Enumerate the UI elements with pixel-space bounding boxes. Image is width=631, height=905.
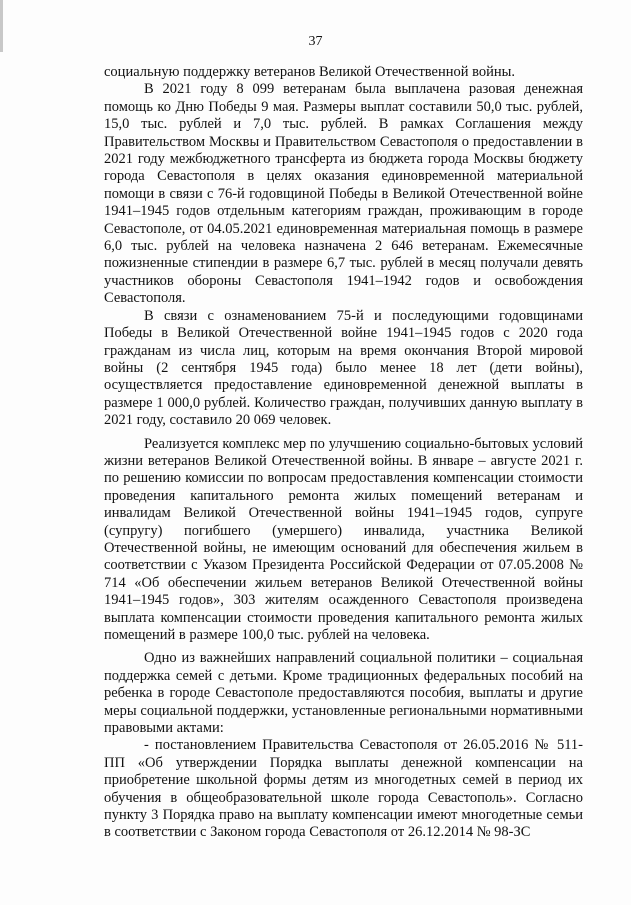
paragraph-housing-repair: Реализуется комплекс мер по улучшению социально-бытовых условий жизни ветеранов Великой Отечественной войны. В январе – августе 2021 г. по решению комиссии по вопросам предоставления компенсации стоимости проведения капитального ремонта жилых помещений ветеранам и инвалидам Великой Отечественной войны 1941–1945 годов, супруге (супругу) погибшего (умершего) инвалида, участника Великой Отечественной войны, не имеющим оснований для обеспечения жильем в соответствии с Указом Президента Российской Федерации от 07.05.2008 № 714 «Об обеспечении жильем ветеранов Великой Отечественной войны 1941–1945 годов», 303 жителям осажденного Севастополя произведена выплата компенсации стоимости проведения капитального ремонта жилых помещений в размере 100,0 тыс. рублей на человека.: [104, 435, 583, 643]
body-text: [104, 64, 583, 842]
paragraph-continuation: социальную поддержку ветеранов Великой Отечественной войны.: [104, 64, 516, 80]
paragraph-family-support: Одно из важнейших направлений социальной политики – социальная поддержка семей с детьми. Кроме традиционных федеральных пособий на ребенка в городе Севастополе предоставляются пособия, выплаты и другие меры социальной поддержки, установленные региональными нормативными правовыми актами:: [104, 650, 583, 737]
paragraph-victory-day-payments: В 2021 году 8 099 ветеранам была выплачена разовая денежная помощь ко Дню Победы 9 мая. Размеры выплат составили 50,0 тыс. рублей, 15,0 тыс. рублей и 7,0 тыс. рублей. В рамках Соглашения между Правительством Москвы и Правительством Севастополя о предоставлении в 2021 году межбюджетного трансферта из бюджета города Москвы бюджету города Севастополя в целях оказания единовременной материальной помощи в связи с 76-й годовщиной Победы в Великой Отечественной войне 1941–1945 годов отдельным категориям граждан, проживающим в городе Севастополе, от 04.05.2021 единовременная материальная помощь в размере 6,0 тыс. рублей на человека назначена 2 646 ветеранам. Ежемесячные пожизненные стипендии в размере 6,7 тыс. рублей в месяц получали девять участников обороны Севастополя 1941–1942 годов и освобождения Севастополя.: [104, 81, 583, 307]
paragraph-children-of-war: В связи с ознаменованием 75-й и последующими годовщинами Победы в Великой Отечественной войне 1941–1945 годов с 2020 года гражданам из числа лиц, которым на время окончания Второй мировой войны (2 сентября 1945 года) было менее 18 лет (дети войны), осуществляется предоставление единовременной денежной выплаты в размере 1 000,0 рублей. Количество граждан, получивших данную выплату в 2021 году, составило 20 069 человек.: [104, 307, 583, 429]
paragraph-school-uniform-decree: - постановлением Правительства Севастополя от 26.05.2016 № 511-ПП «Об утверждении Порядка выплаты денежной компенсации на приобретение школьной формы детям из многодетных семей в период их обучения в общеобразовательной школе города Севастополь». Согласно пункту 3 Порядка право на выплату компенсации имеют многодетные семьи в соответствии с Законом города Севастополя от 26.12.2014 № 98-ЗС: [104, 737, 583, 841]
page-number: 37: [308, 34, 323, 49]
